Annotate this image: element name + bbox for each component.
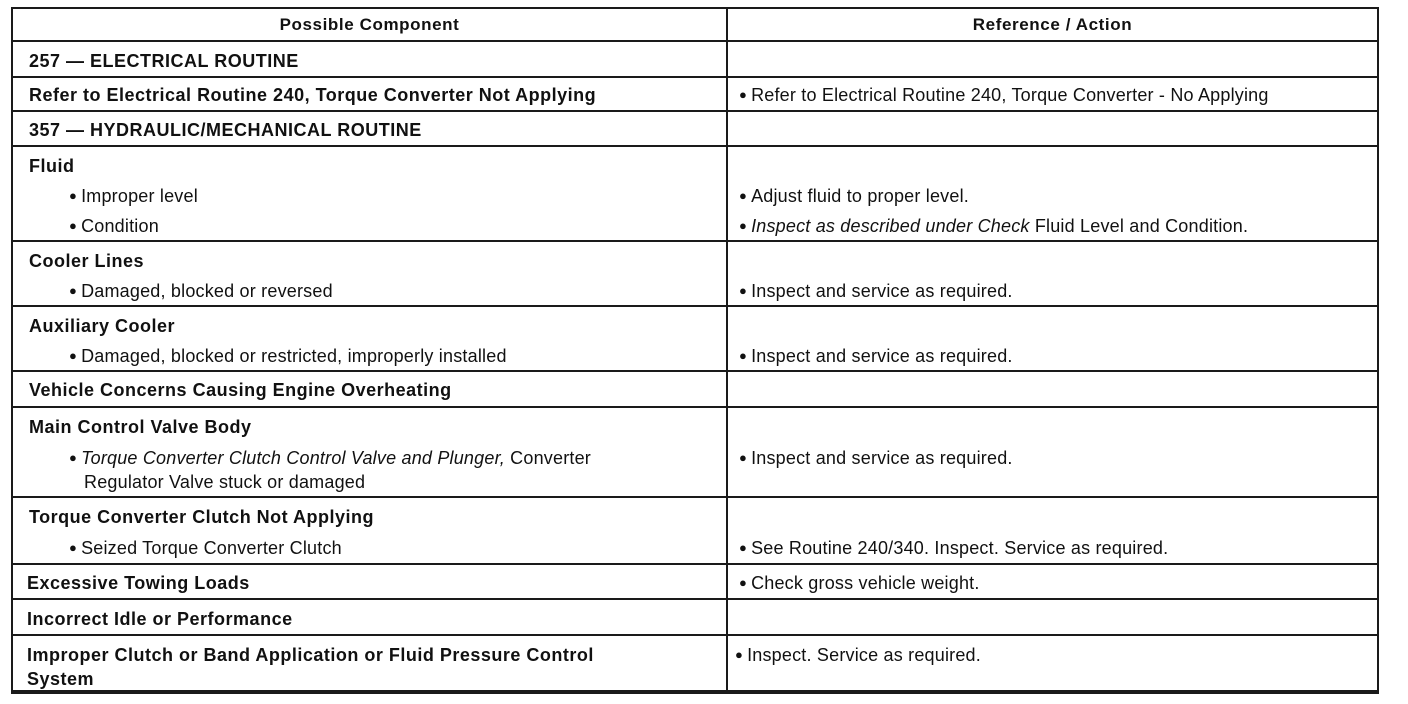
component-label: Auxiliary Cooler (29, 316, 176, 336)
component-label: Torque Converter Clutch Not Applying (29, 507, 374, 527)
component-label: Fluid (29, 156, 75, 176)
action-text: ● Inspect and service as required. (739, 346, 1013, 367)
table-row (13, 498, 1377, 565)
component-label: Main Control Valve Body (29, 417, 252, 437)
component-item (69, 448, 591, 469)
component-label: Refer to Electrical Routine 240, Torque Converter Not Applying (29, 85, 597, 105)
action-text: ● Adjust fluid to proper level. (739, 186, 969, 207)
table-row (13, 636, 1377, 692)
table-row (13, 307, 1377, 372)
action-text: ● Refer to Electrical Routine 240, Torque Converter - No Applying (739, 85, 1269, 106)
table-row (13, 42, 1377, 78)
section-title: 357 — HYDRAULIC/MECHANICAL ROUTINE (29, 120, 422, 140)
diagnostic-table (11, 7, 1379, 694)
component-item: ● Condition (69, 216, 159, 237)
component-label: Improper Clutch or Band Application or Fluid Pressure Control (27, 645, 594, 665)
table-row (13, 147, 1377, 242)
component-label-line2: System (27, 669, 95, 689)
action-text: ● Inspect and service as required. (739, 281, 1013, 302)
action-text: ● Inspect. Service as required. (735, 645, 981, 666)
table-header (13, 9, 1377, 42)
component-label: Cooler Lines (29, 251, 145, 271)
action-text: ● Inspect and service as required. (739, 448, 1013, 469)
action-rest: Fluid Level and Condition. (1034, 216, 1249, 236)
component-item-line2: Regulator Valve stuck or damaged (84, 472, 366, 492)
table-row (13, 600, 1377, 636)
table-row (13, 78, 1377, 112)
section-title: 257 — ELECTRICAL ROUTINE (29, 51, 299, 71)
component-item: ● Damaged, blocked or restricted, improperly installed (69, 346, 507, 367)
action-italic: Inspect as described under Check (751, 216, 1030, 236)
component-label: Vehicle Concerns Causing Engine Overheating (29, 380, 452, 400)
component-label: Excessive Towing Loads (27, 573, 250, 593)
table-row (13, 408, 1377, 498)
column-divider (726, 9, 728, 692)
table-row (13, 112, 1377, 147)
header-reference-action: Reference / Action (972, 15, 1133, 34)
header-possible-component: Possible Component (279, 15, 460, 34)
action-text: ● Check gross vehicle weight. (739, 573, 980, 594)
component-label: Incorrect Idle or Performance (27, 609, 293, 629)
component-item-rest: Converter (510, 448, 592, 468)
table-row (13, 565, 1377, 600)
component-item: ● Damaged, blocked or reversed (69, 281, 333, 302)
table-row (13, 242, 1377, 307)
component-item: ● Seized Torque Converter Clutch (69, 538, 342, 559)
table-row (13, 372, 1377, 408)
action-text-2 (739, 216, 1248, 237)
component-item-italic: Torque Converter Clutch Control Valve and Plunger, (81, 448, 505, 468)
action-text: ● See Routine 240/340. Inspect. Service as required. (739, 538, 1168, 559)
component-item: ● Improper level (69, 186, 198, 207)
